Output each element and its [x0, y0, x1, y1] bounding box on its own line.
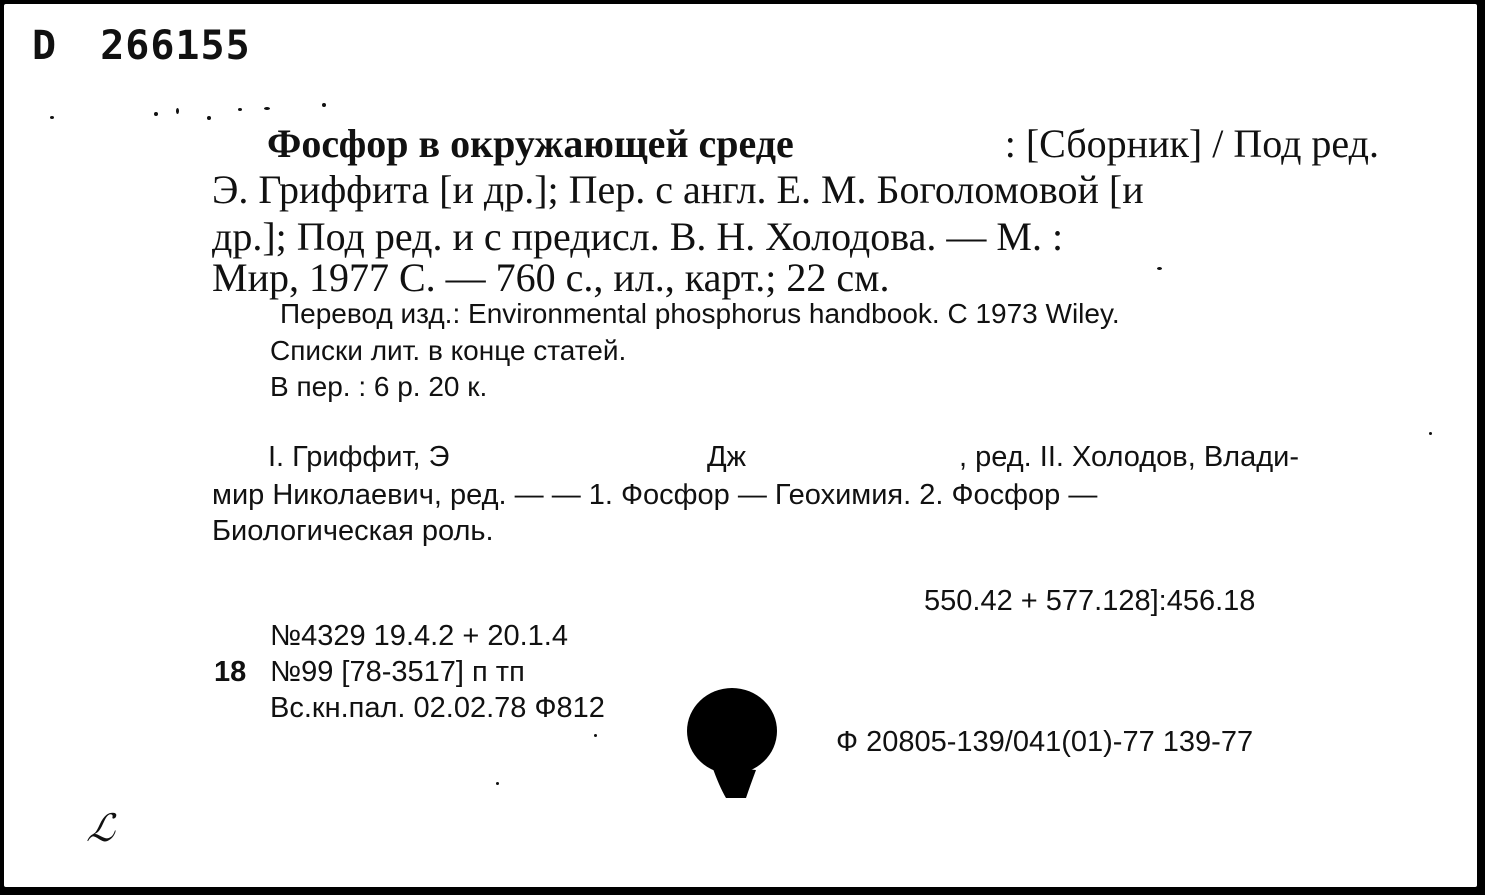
title-line-2: Э. Гриффита [и др.]; Пер. с англ. Е. М. Боголомовой [и	[212, 167, 1144, 212]
tracing-1a: I. Гриффит, Э	[268, 441, 450, 473]
print-line-1: №4329 19.4.2 + 20.1.4	[270, 620, 568, 652]
speck	[176, 108, 179, 114]
translation-note: Перевод изд.: Environmental phosphorus handbook. C 1973 Wiley.	[280, 298, 1120, 329]
catalog-card	[4, 4, 1477, 887]
speck	[238, 108, 242, 111]
tracing-3: Биологическая роль.	[212, 515, 494, 547]
speck	[1157, 267, 1162, 270]
tracing-1b: Дж	[707, 441, 747, 473]
inventory-stamp	[32, 23, 251, 69]
speck	[154, 112, 158, 116]
handwritten-mark: ℒ	[84, 808, 120, 850]
speck	[594, 734, 597, 737]
stamp-prefix: D	[32, 23, 58, 69]
price-note: В пер. : 6 р. 20 к.	[270, 371, 488, 402]
speck	[264, 107, 270, 110]
print-number-value: 18	[214, 656, 247, 688]
stamp-number: 266155	[100, 23, 251, 69]
print-number	[214, 658, 246, 687]
print-line-2: №99 [78-3517] п тп	[270, 656, 525, 688]
speck	[1429, 432, 1432, 435]
title-line-1	[267, 121, 1379, 166]
title-line-3: др.]; Под ред. и с предисл. В. Н. Холодова. — М. :	[212, 214, 1064, 259]
punch-hole	[684, 686, 784, 806]
title-line-4: Мир, 1977 С. — 760 с., ил., карт.; 22 см.	[212, 255, 890, 300]
bibliography-note: Списки лит. в конце статей.	[270, 335, 627, 366]
udc-index: 550.42 + 577.128]:456.18	[924, 585, 1256, 617]
book-title: Фосфор в окружающей среде	[267, 121, 794, 166]
print-line-3: Вс.кн.пал. 02.02.78 Ф812	[270, 692, 605, 724]
tracing-2: мир Николаевич, ред. — — 1. Фосфор — Геохимия. 2. Фосфор —	[212, 479, 1098, 511]
speck	[50, 116, 54, 119]
speck	[207, 116, 211, 120]
catalog-code: Ф 20805-139/041(01)-77 139-77	[836, 726, 1254, 758]
speck	[322, 103, 326, 107]
title-continuation: : [Сборник] / Под ред.	[1004, 121, 1379, 166]
speck	[496, 782, 499, 785]
tracing-1c: , ред. II. Холодов, Влади-	[959, 441, 1299, 473]
